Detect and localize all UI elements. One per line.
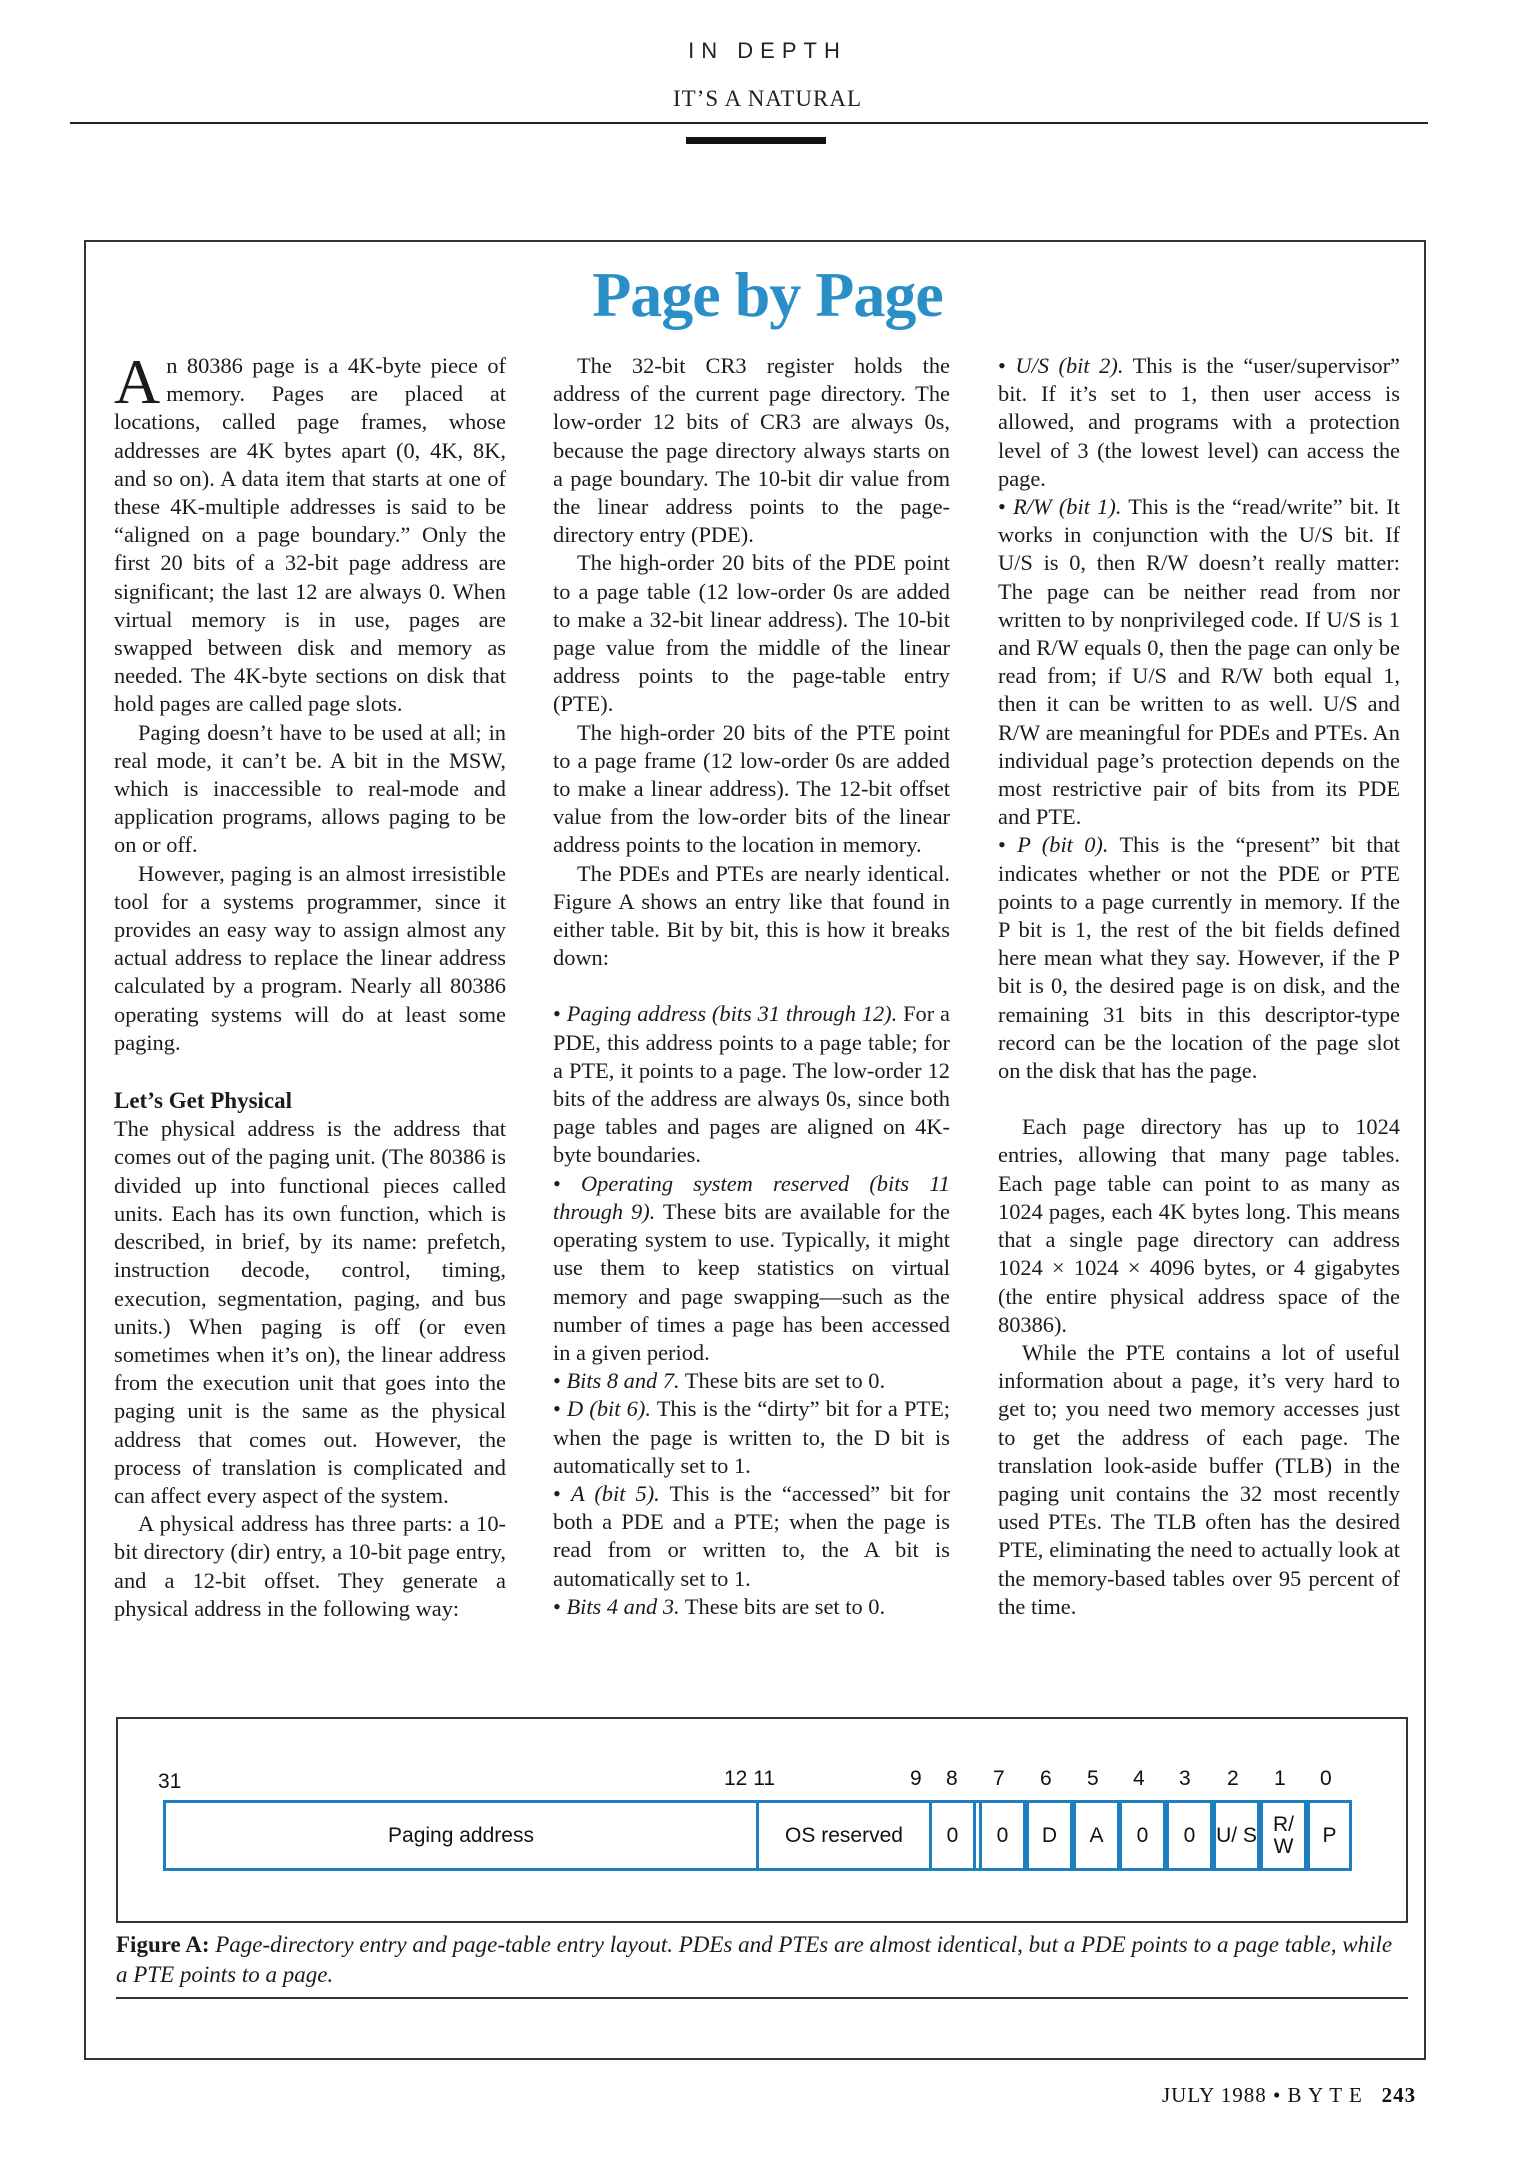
bit-number: 5 bbox=[1087, 1767, 1099, 1790]
paragraph: Each page directory has up to 1024 entries, allowing that many page tables. Each page table can point to as many as 1024 pages, each 4K bytes long. This means that a single page directory can address 1024 × 1024 × 4096 bytes, or 4 gigabytes (the entire physical address space of the 80386). bbox=[998, 1114, 1400, 1337]
field-bit-0: P bbox=[1307, 1800, 1352, 1871]
bit-number: 6 bbox=[1040, 1767, 1052, 1790]
field-bit-2: U/ S bbox=[1213, 1800, 1260, 1871]
paragraph: Paging doesn’t have to be used at all; in real mode, it can’t be. A bit in the MSW, which is inaccessible to real-mode and application programs, allows paging to be on or off. bbox=[114, 719, 506, 858]
field-bit-5: A bbox=[1073, 1800, 1120, 1871]
field-bit-3: 0 bbox=[1166, 1800, 1213, 1871]
header-rule bbox=[70, 122, 1428, 124]
drop-cap: A bbox=[114, 346, 161, 417]
running-title: IT’S A NATURAL bbox=[672, 86, 863, 111]
bullet-item: • Bits 4 and 3. These bits are set to 0. bbox=[553, 1593, 886, 1619]
field-bit-7: 0 bbox=[979, 1800, 1026, 1871]
field-os-reserved: OS reserved bbox=[756, 1800, 932, 1871]
field-bit-6: D bbox=[1026, 1800, 1073, 1871]
figure-caption: Figure A: Page-directory entry and page-table entry layout. PDEs and PTEs are almost identical, but a PDE points to a page table, while a PTE points to a page. bbox=[116, 1932, 1393, 1987]
bullet-item: • Paging address (bits 31 through 12). For a PDE, this address points to a page table; for a PTE, it points to a page. The low-order 12 bits of the address are always 0s, since both page tables and pages are aligned on 4K-byte boundaries. bbox=[553, 1001, 950, 1168]
bit-number: 4 bbox=[1133, 1767, 1145, 1790]
paragraph: The 32-bit CR3 register holds the address of the current page directory. The low-order 12 bits of CR3 are always 0s, because the page directory always starts on a page boundary. The 10-bit dir value from the linear address points to the page-directory entry (PDE). bbox=[553, 353, 950, 548]
column-2 bbox=[553, 352, 950, 1621]
paragraph: The PDEs and PTEs are nearly identical. Figure A shows an entry like that found in either table. Bit by bit, this is how it breaks down: bbox=[553, 860, 950, 971]
field-bit-4: 0 bbox=[1119, 1800, 1166, 1871]
bullet-item: • Bits 8 and 7. These bits are set to 0. bbox=[553, 1368, 886, 1394]
paragraph: A physical address has three parts: a 10-bit directory (dir) entry, a 10-bit page entry, and a 12-bit offset. They generate a physical address in the following way: bbox=[114, 1511, 506, 1621]
bullet-item: • D (bit 6). This is the “dirty” bit for a PTE; when the page is written to, the D bit is automatically set to 1. bbox=[553, 1396, 950, 1478]
field-bit-8: 0 bbox=[929, 1800, 976, 1871]
paragraph: The high-order 20 bits of the PTE point to a page frame (12 low-order 0s are added to make a linear address). The 12-bit offset value from the low-order bits of the linear address points to the location in memory. bbox=[553, 719, 950, 858]
bit-number: 31 bbox=[158, 1770, 182, 1793]
field-paging-address: Paging address bbox=[163, 1800, 759, 1871]
bullet-item: • A (bit 5). This is the “accessed” bit for both a PDE and a PTE; when the page is read from or written to, the A bit is automatically set to 1. bbox=[553, 1480, 951, 1591]
bit-number: 9 bbox=[910, 1767, 922, 1790]
bullet-item: • P (bit 0). This is the “present” bit that indicates whether or not the PDE or PTE points to a page currently in memory. If the P bit is 1, the rest of the bit fields defined here mean what they say. However, if the P bit is 0, the desired page is on disk, and the remaining 31 bits in this descriptor-type record can be the location of the page slot on the disk that has the page. bbox=[998, 832, 1401, 1084]
bit-number: 0 bbox=[1320, 1767, 1332, 1790]
bit-number: 1 bbox=[1274, 1767, 1286, 1790]
paragraph: The physical address is the address that comes out of the paging unit. (The 80386 is divided up into functional pieces called units. Each has its own function, which is described, in brief, by its name: prefetch, instruction decode, control, timing, execution, segmentation, paging, and bus units.) When paging is off (or even sometimes when it’s on), the linear address from the execution unit that goes into the paging unit is the same as the physical address that comes out. However, the process of translation is complicated and can affect every aspect of the system. bbox=[114, 1116, 506, 1508]
section-label: IN DEPTH bbox=[688, 38, 847, 63]
paragraph: However, paging is an almost irresistible tool for a systems programmer, since it provides an easy way to assign almost any actual address to replace the linear address calculated by a program. Nearly all 80386 operating systems will do at least some paging. bbox=[114, 860, 506, 1055]
field-bit-1: R/ W bbox=[1260, 1800, 1307, 1871]
paragraph: The high-order 20 bits of the PDE point to a page table (12 low-order 0s are added to make a 32-bit linear address). The 10-bit page value from the middle of the linear address points to the page-table entry (PTE). bbox=[553, 550, 950, 717]
article-title: Page by Page bbox=[592, 259, 943, 330]
bit-number: 2 bbox=[1227, 1767, 1239, 1790]
subheading: Let’s Get Physical bbox=[114, 1088, 293, 1114]
column-1 bbox=[114, 346, 506, 1623]
bit-number: 12 11 bbox=[724, 1767, 775, 1790]
paragraph: An 80386 page is a 4K-byte piece of memory. Pages are placed at locations, called page frames, whose addresses are 4K bytes apart (0, 4K, 8K, and so on). A data item that starts at one of these 4K-multiple addresses is said to be “aligned on a page boundary.” Only the first 20 bits of a 32-bit page address are significant; the last 12 are always 0. When virtual memory is in use, pages are swapped between disk and memory as needed. The 4K-byte sections on disk that hold pages are called page slots. bbox=[114, 346, 506, 717]
header-bar bbox=[686, 137, 826, 144]
bit-number: 7 bbox=[993, 1767, 1005, 1790]
page-footer: JULY 1988 • B Y T E 243 bbox=[1162, 2083, 1417, 2107]
bullet-item: • U/S (bit 2). This is the “user/supervisor” bit. If it’s set to 1, then user access is allowed, and programs with a protection level of 3 (the lowest level) can access the page. bbox=[998, 353, 1400, 491]
paragraph: While the PTE contains a lot of useful information about a page, it’s very hard to get to; you need two memory accesses just to get the address of each page. The translation look-aside buffer (TLB) in the paging unit contains the 32 most recently used PTEs. The TLB often has the desired PTE, eliminating the need to actually look at the memory-based tables over 95 percent of the time. bbox=[998, 1339, 1400, 1619]
bullet-item: • Operating system reserved (bits 11 through 9). These bits are available for the operating system to use. Typically, it might use them to keep statistics on virtual memory and page swapping—such as the number of times a page has been accessed in a given period. bbox=[553, 1170, 951, 1365]
page-number: 243 bbox=[1381, 2083, 1417, 2107]
caption-rule bbox=[116, 1997, 1408, 1999]
bit-number: 8 bbox=[946, 1767, 958, 1790]
bullet-item: • R/W (bit 1). This is the “read/write” bit. It works in conjunction with the U/S bit. If U/S is 0, then R/W doesn’t really matter: The page can be neither read from nor written to by nonprivileged code. If U/S is 1 and R/W equals 0, then the page can only be read from; if U/S and R/W both equal 1, then it can be written to as well. U/S and R/W are meaningful for PDEs and PTEs. An individual page’s protection depends on the most restrictive pair of bits from its PDE and PTE. bbox=[998, 494, 1401, 830]
bit-number: 3 bbox=[1179, 1767, 1191, 1790]
column-3 bbox=[998, 352, 1400, 1621]
